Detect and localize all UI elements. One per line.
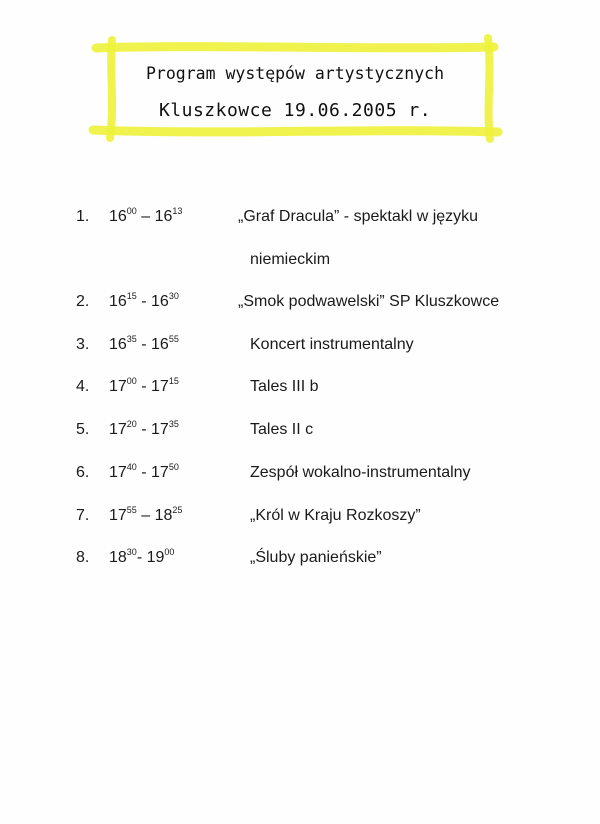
- item-number: 3.: [76, 336, 90, 353]
- document-title: Program występów artystycznych: [145, 64, 444, 83]
- program-item: [0, 290, 600, 314]
- program-item: [0, 205, 600, 229]
- item-title: „Smok podwawelski” SP Kluszkowce: [238, 293, 500, 310]
- item-number: 7.: [76, 507, 90, 524]
- item-number: 8.: [76, 549, 90, 566]
- item-time: $16^{15} - 16^{30}$: [109, 291, 179, 310]
- item-number: 1.: [76, 208, 90, 225]
- item-title: Tales III b: [250, 378, 319, 395]
- item-title-continuation: niemieckim: [250, 251, 331, 268]
- program-item: [0, 333, 600, 357]
- program-item-continuation: [0, 248, 600, 272]
- item-time: $18^{30}-$ $19^{00}$: [109, 547, 175, 566]
- item-time: $16^{35} - 16^{55}$: [109, 334, 179, 353]
- item-time: $17^{20} - 17^{35}$: [109, 419, 179, 438]
- item-number: 6.: [76, 464, 90, 481]
- program-item: [0, 546, 600, 570]
- item-time: $17^{40} - 17^{50}$: [109, 462, 179, 481]
- program-item: [0, 375, 600, 399]
- item-title: „Król w Kraju Rozkoszy”: [250, 507, 421, 524]
- item-title: Koncert instrumentalny: [250, 336, 414, 353]
- item-number: 2.: [76, 293, 90, 310]
- item-time: $16^{00} - 16^{13}$: [109, 206, 183, 225]
- item-number: 4.: [76, 378, 90, 395]
- program-item: [0, 504, 600, 528]
- item-number: 5.: [76, 421, 90, 438]
- program-item: [0, 461, 600, 485]
- item-time: $17^{00} - 17^{15}$: [109, 376, 179, 395]
- item-title: „Graf Dracula” - spektakl w języku: [238, 208, 479, 225]
- program-item: [0, 418, 600, 442]
- item-title: „Śluby panieńskie”: [250, 549, 382, 566]
- item-title: Tales II c: [250, 421, 314, 438]
- item-title: Zespół wokalno-instrumentalny: [250, 464, 471, 481]
- item-time: $17^{55} - 18^{25}$: [109, 505, 183, 524]
- document-subtitle-place-date: Kluszkowce 19.06.2005 r.: [158, 100, 432, 121]
